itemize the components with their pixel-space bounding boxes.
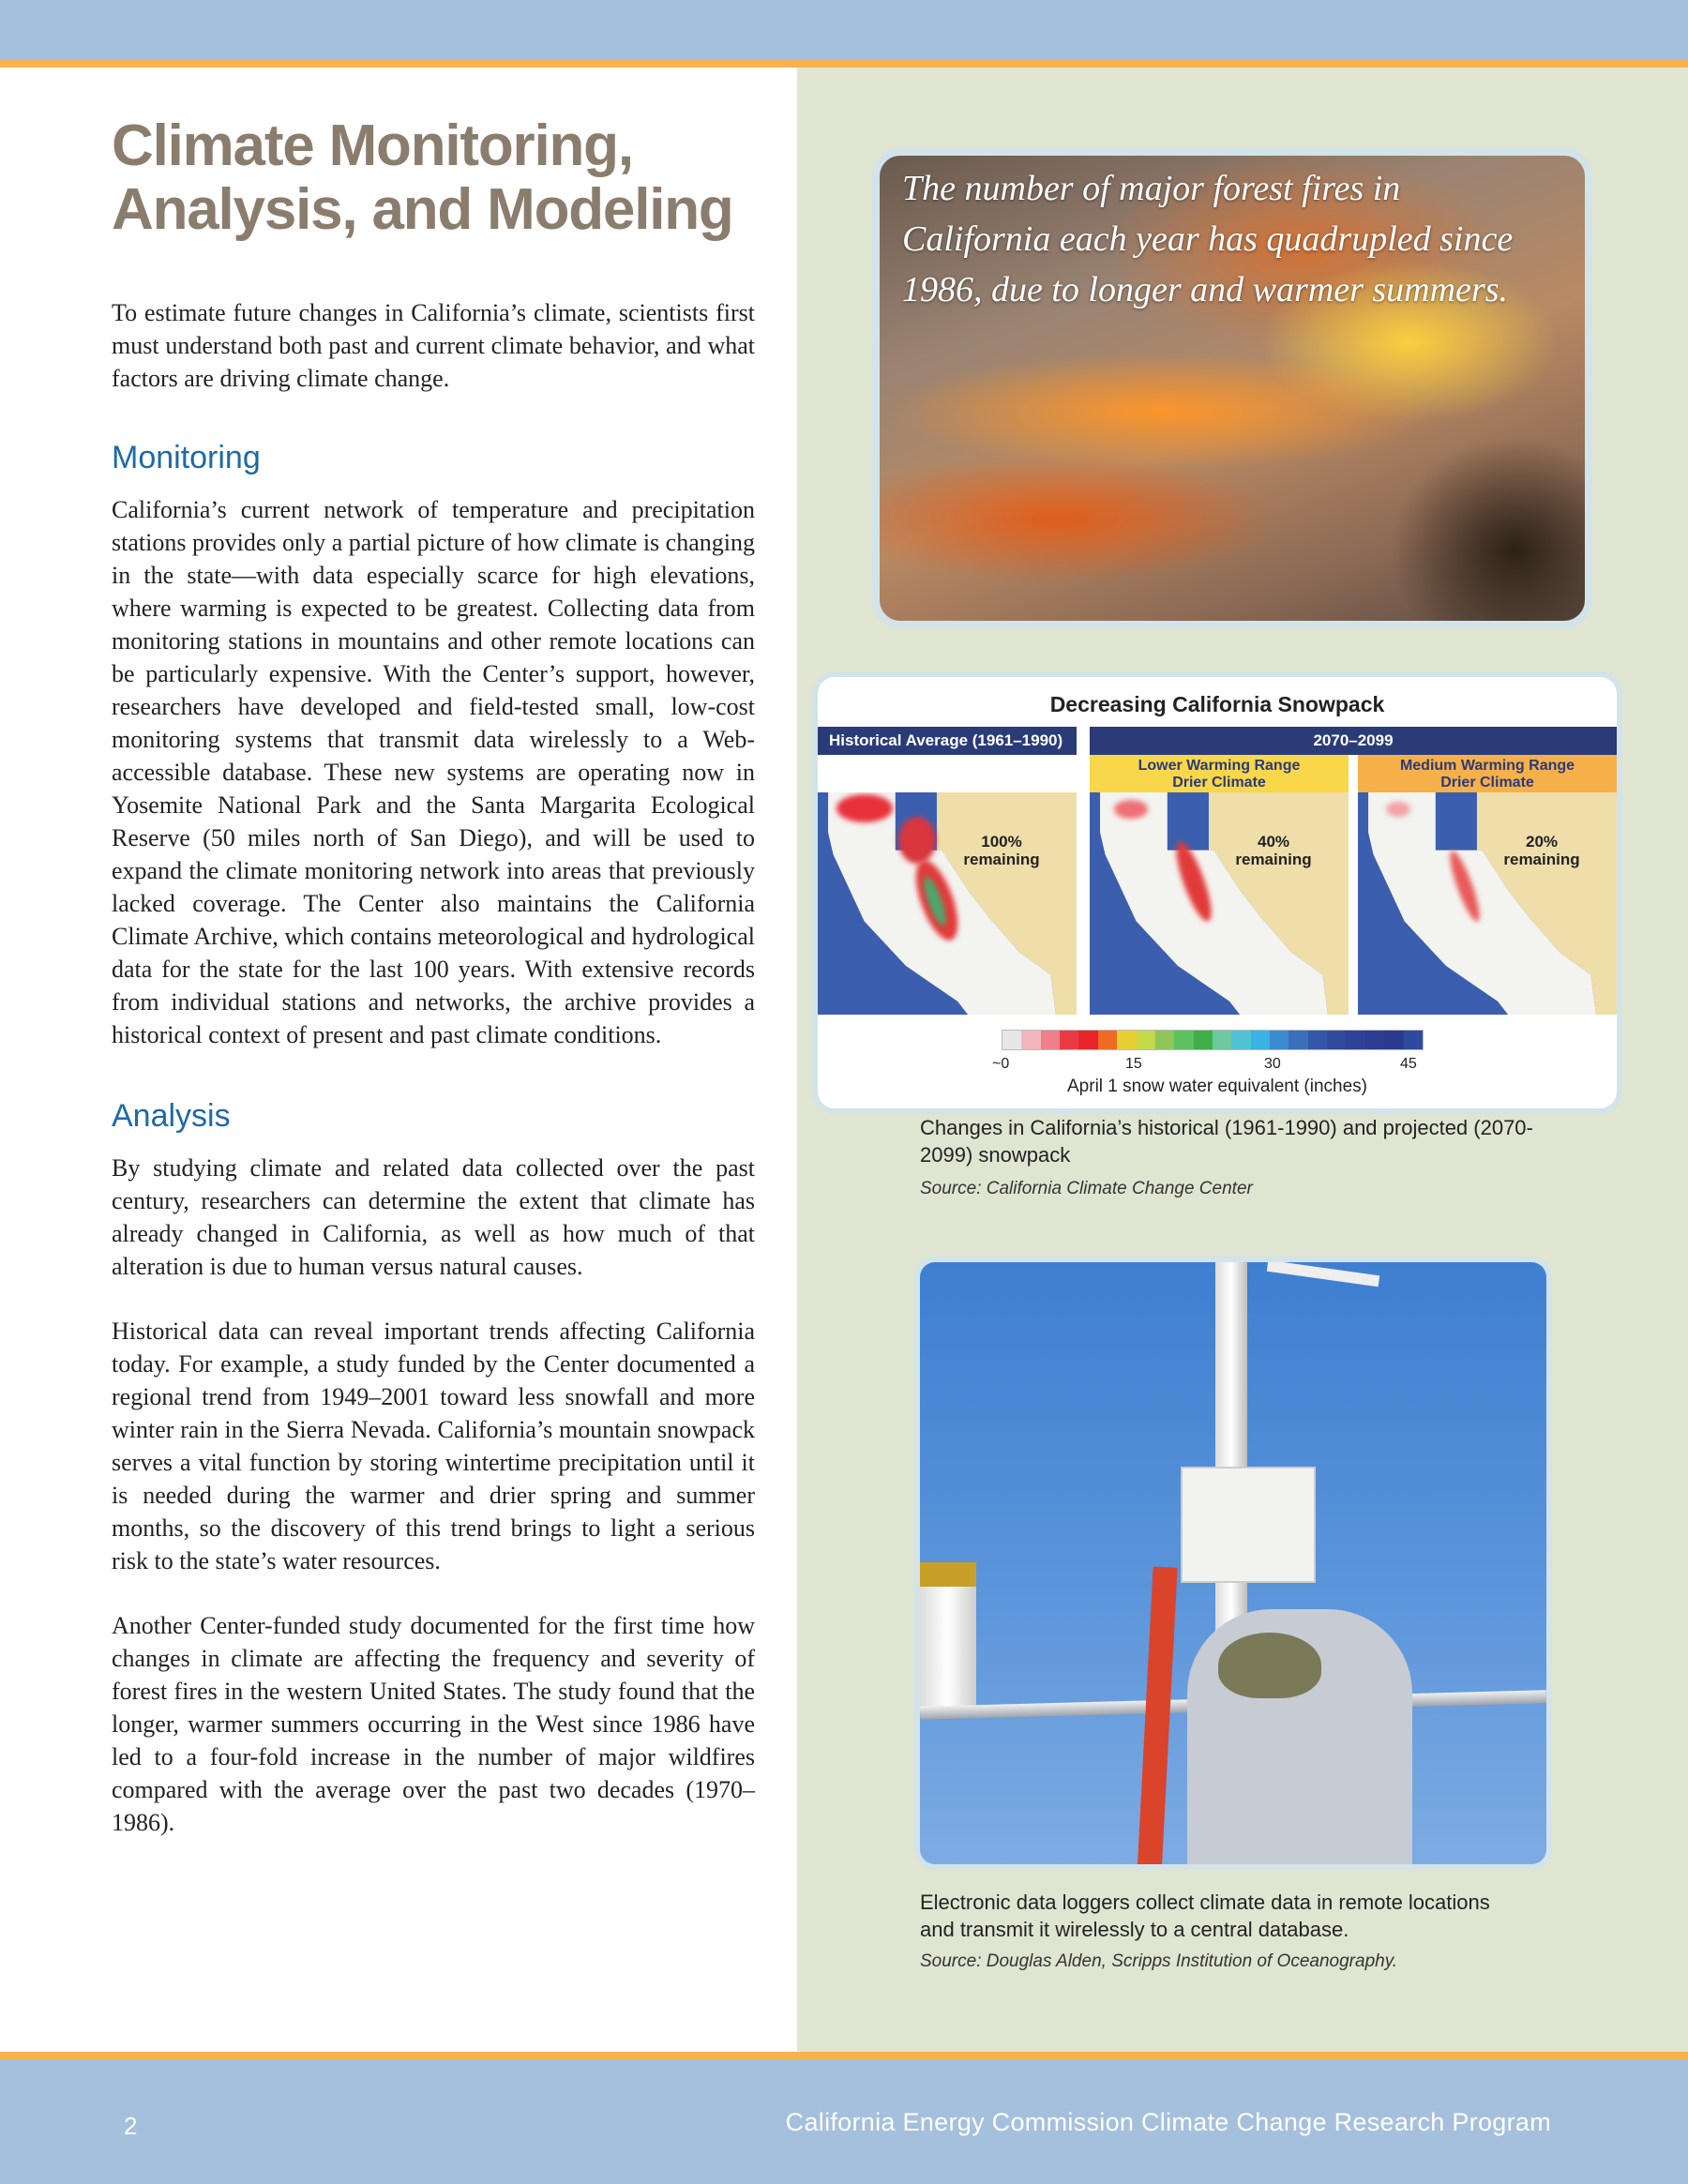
legend-swatch xyxy=(1137,1031,1155,1049)
page-title: Climate Monitoring, Analysis, and Modeling xyxy=(112,113,733,243)
historical-header: Historical Average (1961–1990) xyxy=(818,727,1077,755)
rain-gauge xyxy=(920,1562,976,1709)
logger-source: Source: Douglas Alden, Scripps Institution of Oceanography. xyxy=(920,1951,1398,1971)
figure-title: Decreasing California Snowpack xyxy=(1049,692,1385,716)
pull-quote: The number of major forest fires in California each year has quadrupled since 1986, due to longer and warmer summers. xyxy=(902,169,1514,309)
monitoring-paragraph: California’s current network of temperature and precipitation stations provides only a partial picture of how climate is changing in the state—with data especially scarce for high elevations, where warming is expected to be greatest. Collecting data from monitoring stations in mountains and other remote locations can be particularly expensive. With the Center’s support, however, researchers have developed and field-tested small, low-cost monitoring systems that transmit data wirelessly to a Web-accessible database. These new systems are operating now in Yosemite National Park and the Santa Margarita Ecological Reserve (50 miles north of San Diego), and will be used to expand the climate monitoring network into areas that previously lacked coverage. The Center also maintains the California Climate Archive, which contains meteorological and hydrological data for the state for the last 100 years. With extensive records from individual stations and networks, the archive provides a historical context of present and past climate conditions. xyxy=(112,496,755,1049)
analysis-paragraph-2: Historical data can reveal important trends affecting California today. For example, a study funded by the Center documented a regional trend from 1949–2001 toward less snowfall and more winter rain in the Sierra Nevada. California’s mountain snowpack serves a vital function by storing wintertime precipitation until it is needed during the warmer and drier spring and summer months, so the discovery of this trend brings to light a serious risk to the state’s water resources. xyxy=(112,1318,755,1575)
legend-tick: 45 xyxy=(1400,1056,1417,1072)
legend-swatch xyxy=(1346,1031,1364,1049)
color-scale-legend xyxy=(1002,1030,1424,1050)
map-historical xyxy=(818,792,1077,1015)
remaining-label: 100% remaining xyxy=(963,833,1040,868)
snowpack-caption: Changes in California’s historical (1961-1990) and projected (2070-2099) snowpack xyxy=(920,1116,1533,1167)
forest-fire-photo xyxy=(880,156,1585,621)
legend-swatch xyxy=(1289,1031,1307,1049)
legend-swatch xyxy=(1002,1031,1021,1049)
snowpack-area xyxy=(1114,800,1148,819)
legend-swatch xyxy=(1098,1031,1117,1049)
legend-label: April 1 snow water equivalent (inches) xyxy=(1067,1077,1367,1096)
snowpack-area xyxy=(836,794,893,822)
bottom-accent-line xyxy=(0,2052,1688,2059)
intro-paragraph: To estimate future changes in California’s climate, scientists first must understand both past and current climate behavior, and what factors are driving climate change. xyxy=(112,299,755,393)
scenario-sublabel: Drier Climate xyxy=(1172,775,1266,791)
snowpack-figure xyxy=(818,677,1617,1108)
future-header: 2070–2099 xyxy=(1090,727,1617,755)
legend-swatch xyxy=(1117,1031,1136,1049)
legend-swatch xyxy=(1155,1031,1174,1049)
page-number: 2 xyxy=(124,2112,138,2140)
legend-tick: 30 xyxy=(1264,1056,1281,1072)
legend-swatch xyxy=(1270,1031,1289,1049)
map-medium-warming xyxy=(1358,792,1617,1015)
legend-swatch xyxy=(1365,1031,1384,1049)
wind-vane xyxy=(1267,1262,1380,1287)
data-logger-enclosure xyxy=(1181,1467,1316,1583)
snowpack-area xyxy=(1386,802,1410,817)
legend-swatch xyxy=(1021,1031,1040,1049)
remaining-label: 20% remaining xyxy=(1503,833,1580,868)
legend-swatch xyxy=(1251,1031,1270,1049)
monitoring-heading: Monitoring xyxy=(112,440,261,476)
scenario-lower-warming xyxy=(1090,755,1349,792)
scenario-medium-warming xyxy=(1358,755,1617,792)
snowpack-area xyxy=(898,817,936,864)
legend-swatch xyxy=(1384,1031,1403,1049)
legend-swatch xyxy=(1174,1031,1193,1049)
legend-swatch xyxy=(1213,1031,1231,1049)
ladder xyxy=(1137,1567,1177,1864)
snowpack-source: Source: California Climate Change Center xyxy=(920,1179,1253,1198)
scenario-label: Medium Warming Range xyxy=(1399,758,1575,774)
legend-swatch xyxy=(1078,1031,1097,1049)
legend-swatch xyxy=(1231,1031,1250,1049)
legend-tick: ~0 xyxy=(992,1056,1010,1072)
main-column xyxy=(112,114,755,1839)
top-accent-line xyxy=(0,60,1688,68)
analysis-paragraph-1: By studying climate and related data collected over the past century, researchers can determine the extent that climate has already changed in California, as well as how much of that alteration is due to human versus natural causes. xyxy=(112,1154,755,1281)
technician-hat xyxy=(1218,1633,1321,1698)
legend-swatch xyxy=(1060,1031,1078,1049)
logger-caption: Electronic data loggers collect climate data in remote locations and transmit it wirelessly to a central database. xyxy=(920,1890,1490,1941)
legend-swatch xyxy=(1404,1031,1423,1049)
legend-swatch xyxy=(1327,1031,1346,1049)
remaining-label: 40% remaining xyxy=(1235,833,1312,868)
legend-swatch xyxy=(1041,1031,1060,1049)
analysis-heading: Analysis xyxy=(112,1098,231,1135)
analysis-paragraph-3: Another Center-funded study documented for the first time how changes in climate are affecting the frequency and severity of forest fires in the western United States. The study found that the longer, warmer summers occurring in the West since 1986 have led to a four-fold increase in the number of major wildfires compared with the average over the past two decades (1970–1986). xyxy=(112,1612,755,1837)
footer-text: California Energy Commission Climate Change Research Program xyxy=(785,2108,1551,2136)
map-lower-warming xyxy=(1090,792,1349,1015)
legend-ticks xyxy=(992,1056,1442,1075)
legend-swatch xyxy=(1308,1031,1327,1049)
scenario-sublabel: Drier Climate xyxy=(1440,775,1534,791)
legend-tick: 15 xyxy=(1125,1056,1142,1072)
top-banner xyxy=(0,0,1688,60)
scenario-label: Lower Warming Range xyxy=(1138,758,1301,774)
data-logger-photo xyxy=(920,1262,1546,1864)
legend-swatch xyxy=(1194,1031,1213,1049)
